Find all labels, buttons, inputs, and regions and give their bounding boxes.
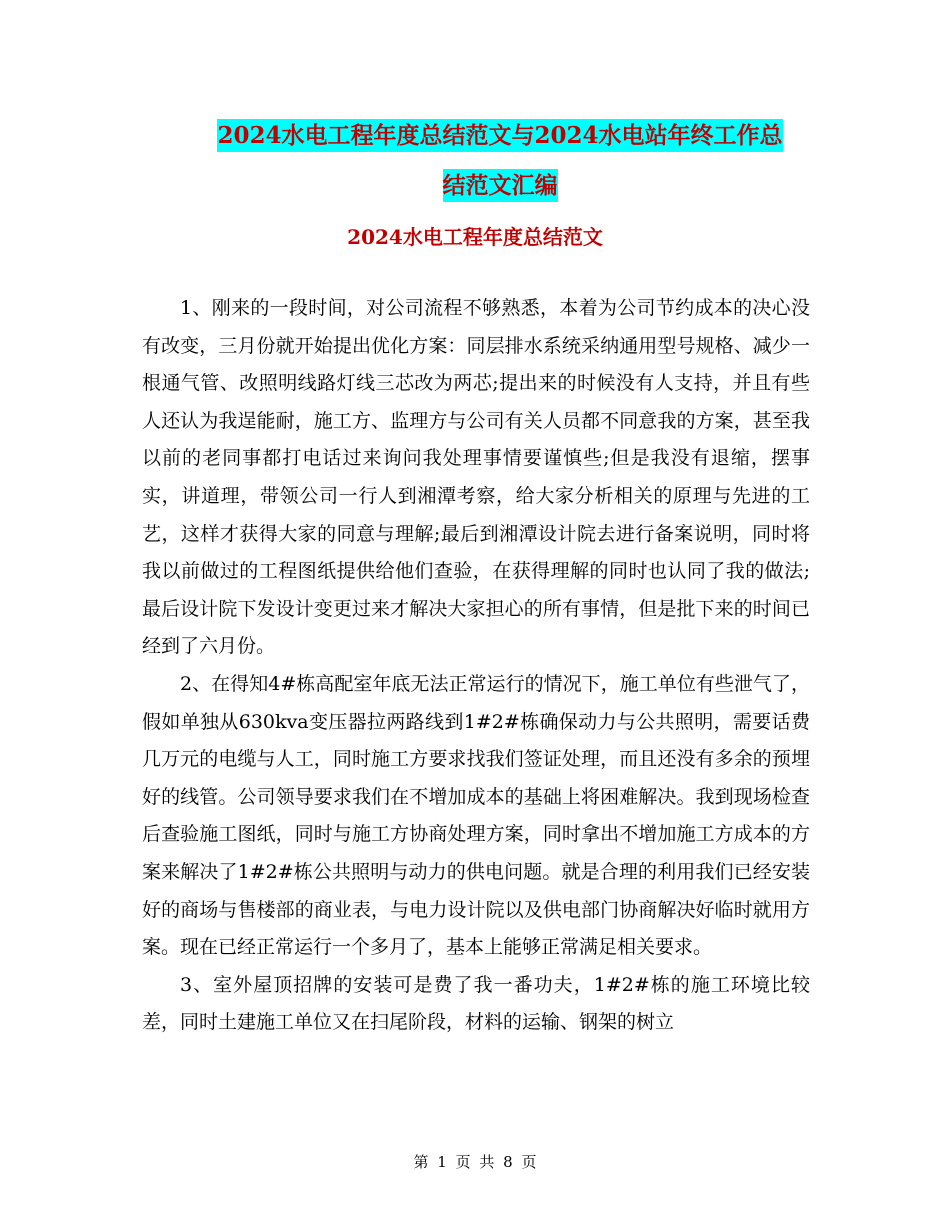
document-title xyxy=(120,111,880,211)
section-title: 2024水电工程年度总结范文 xyxy=(347,225,603,249)
body-text xyxy=(142,290,810,1042)
title-line-2: 结范文汇编 xyxy=(443,169,558,202)
paragraph-3: 3、室外屋顶招牌的安装可是费了我一番功夫，1#2#栋的施工环境比较差，同时土建施工单位又在扫尾阶段，材料的运输、钢架的树立 xyxy=(142,973,810,1034)
paragraph-1: 1、刚来的一段时间，对公司流程不够熟悉，本着为公司节约成本的决心没有改变，三月份就开始提出优化方案：同层排水系统采纳通用型号规格、减少一根通气管、改照明线路灯线三芯改为两芯;提出来的时候没有人支持，并且有些人还认为我逞能耐，施工方、监理方与公司有关人员都不同意我的方案，甚至我以前的老同事都打电话过来询问我处理事情要谨慎些;但是我没有退缩，摆事实，讲道理，带领公司一行人到湘潭考察，给大家分析相关的原理与先进的工艺，这样才获得大家的同意与理解;最后到湘潭设计院去进行备案说明，同时将我以前做过的工程图纸提供给他们查验，在获得理解的同时也认同了我的做法;最后设计院下发设计变更过来才解决大家担心的所有事情，但是批下来的时间已经到了六月份。 xyxy=(142,297,810,658)
paragraph-2: 2、在得知4#栋高配室年底无法正常运行的情况下，施工单位有些泄气了，假如单独从630kva变压器拉两路线到1#2#栋确保动力与公共照明，需要话费几万元的电缆与人工，同时施工方要求找我们签证处理，而且还没有多余的预埋好的线管。公司领导要求我们在不增加成本的基础上将困难解决。我到现场检查后查验施工图纸，同时与施工方协商处理方案，同时拿出不增加施工方成本的方案来解决了1#2#栋公共照明与动力的供电问题。就是合理的利用我们已经安装好的商场与售楼部的商业表，与电力设计院以及供电部门协商解决好临时就用方案。现在已经正常运行一个多月了，基本上能够正常满足相关要求。 xyxy=(142,672,810,959)
title-line-1: 2024水电工程年度总结范文与2024水电站年终工作总 xyxy=(217,119,782,152)
page-footer: 第 1 页 共 8 页 xyxy=(413,1153,537,1171)
